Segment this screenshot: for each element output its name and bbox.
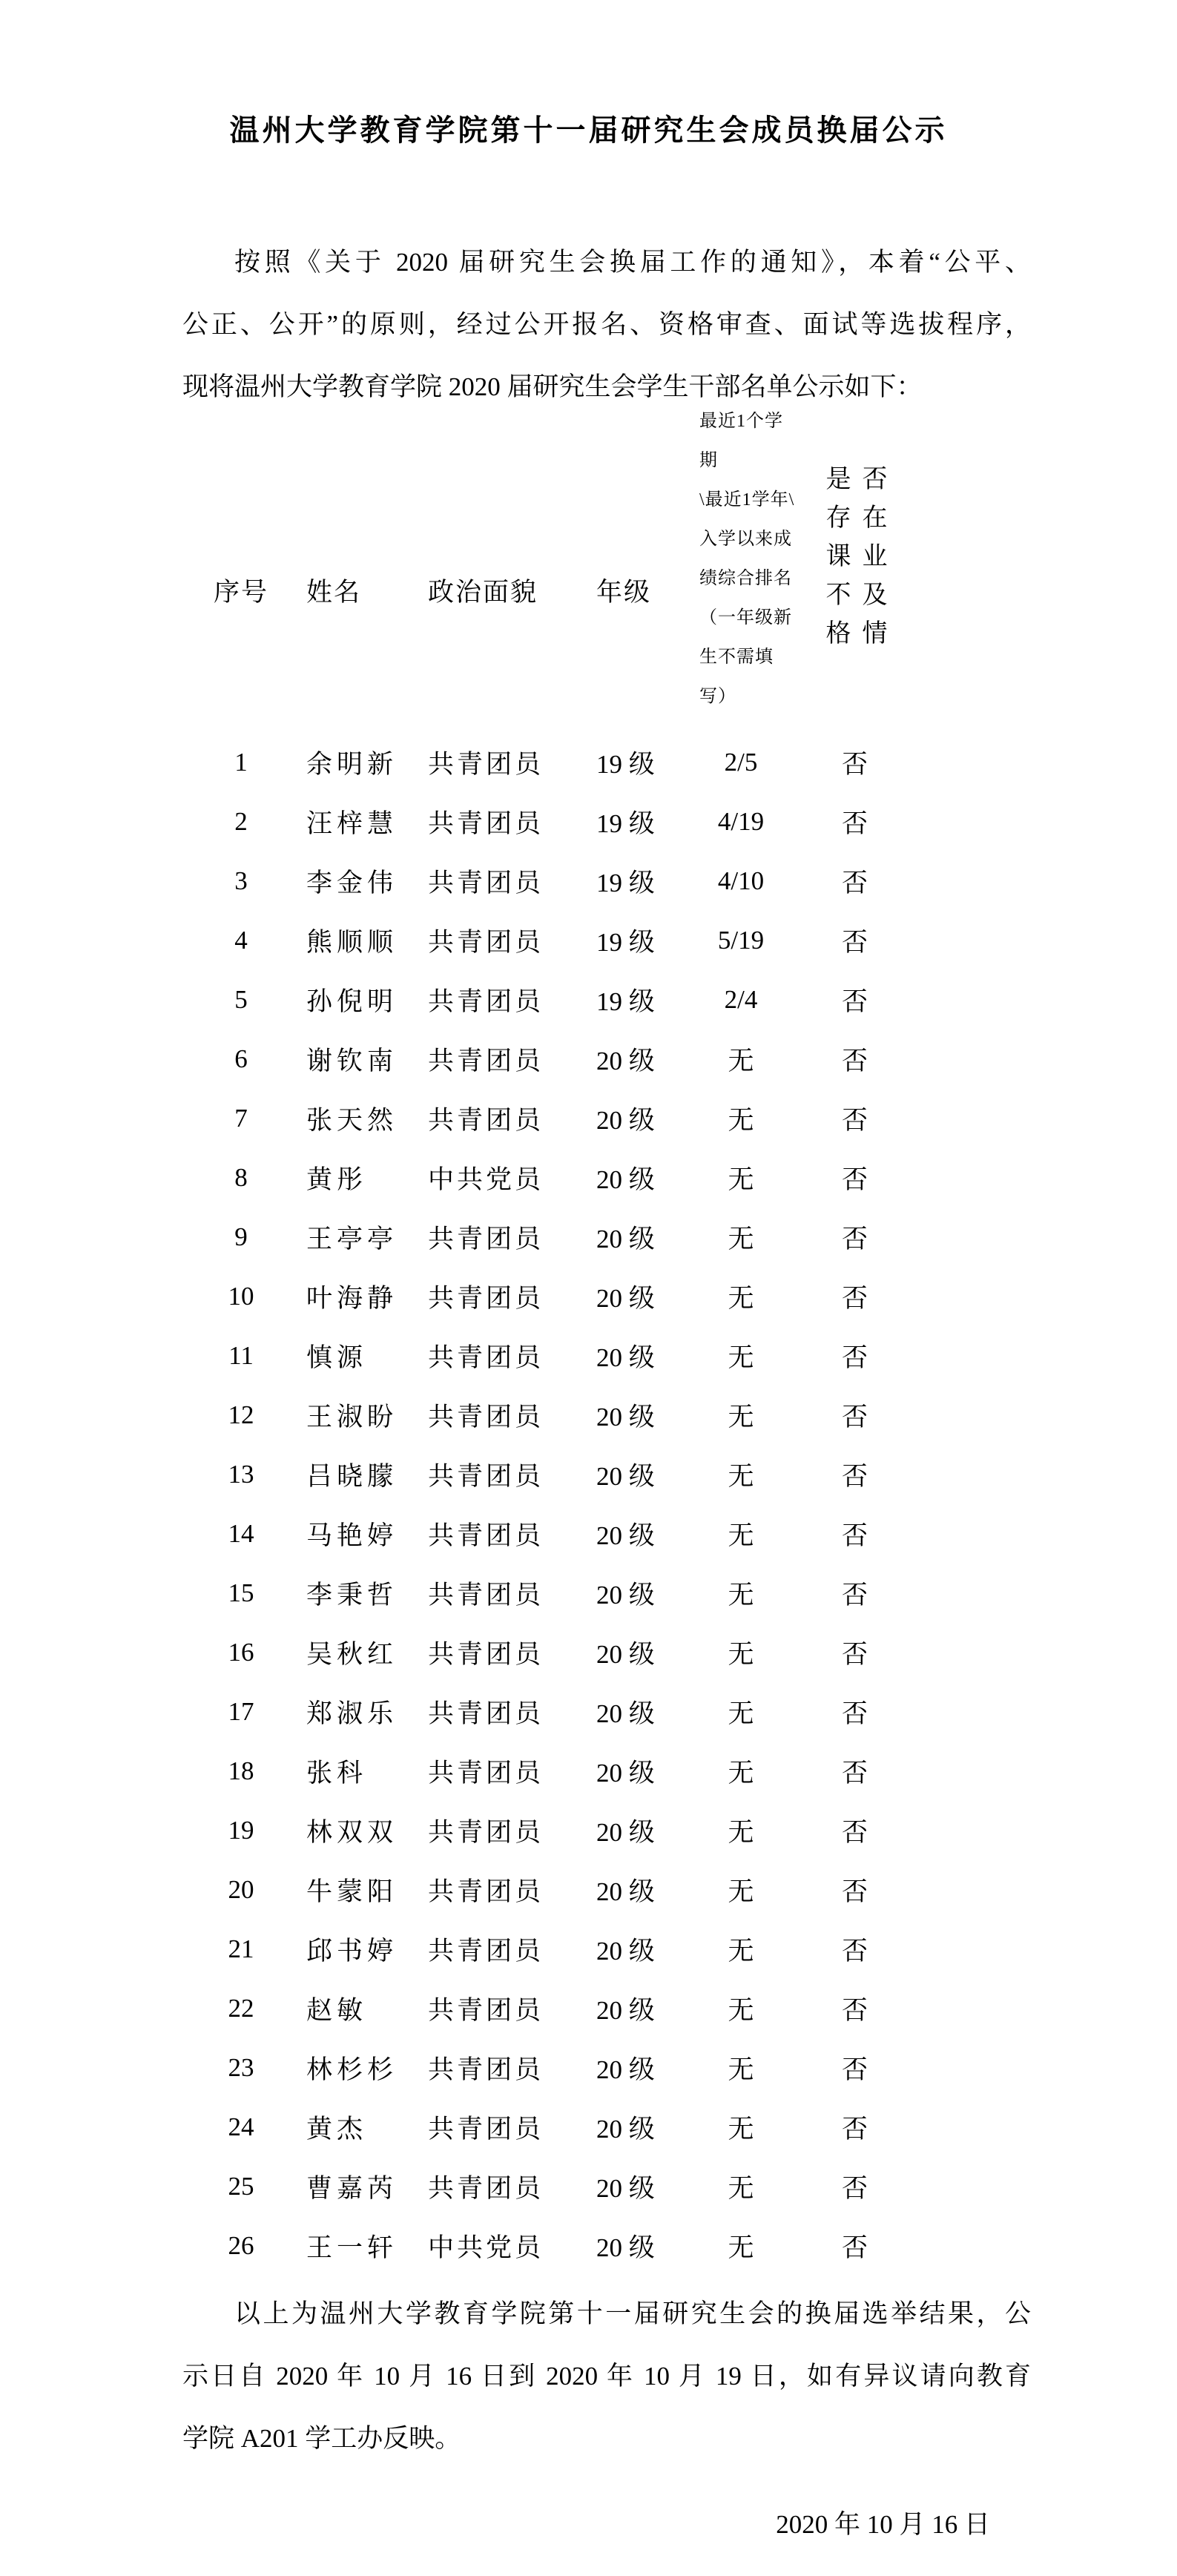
cell-index: 26 (228, 2231, 254, 2260)
cell-rank: 无 (728, 1284, 754, 1313)
roster-row (208, 1208, 916, 1267)
cell-political-status: 共青团员 (428, 1877, 544, 1906)
cell-index: 1 (234, 748, 248, 777)
cell-grade: 20 级 (596, 1699, 655, 1728)
cell-rank: 2/4 (724, 985, 758, 1014)
cell-index: 23 (228, 2053, 254, 2082)
roster-table-header (208, 412, 916, 733)
cell-index: 24 (228, 2112, 254, 2141)
cell-rank: 2/5 (724, 748, 758, 777)
roster-table (208, 412, 916, 2276)
cell-failing-status: 否 (841, 1403, 871, 1432)
cell-rank: 无 (728, 1106, 754, 1135)
roster-row (208, 1148, 916, 1208)
cell-index: 6 (234, 1044, 248, 1073)
roster-table-container (208, 412, 1177, 2276)
cell-rank: 无 (728, 1403, 754, 1432)
cell-grade: 20 级 (596, 1047, 655, 1075)
cell-name: 王淑盼 (306, 1403, 398, 1432)
cell-political-status: 共青团员 (428, 1047, 544, 1075)
cell-name: 郑淑乐 (306, 1699, 398, 1728)
cell-failing-status: 否 (841, 1284, 871, 1313)
cell-failing-status: 否 (841, 1937, 871, 1966)
cell-name: 邱书婷 (306, 1937, 398, 1966)
cell-rank: 无 (728, 2174, 754, 2203)
signature-date: 2020 年 10 月 16 日 (776, 2510, 990, 2539)
cell-name: 谢钦南 (306, 1047, 398, 1075)
cell-name: 牛蒙阳 (306, 1877, 398, 1906)
cell-political-status: 共青团员 (428, 1759, 544, 1788)
cell-political-status: 共青团员 (428, 1521, 544, 1550)
roster-row (208, 1682, 916, 1742)
cell-name: 张天然 (306, 1106, 398, 1135)
header-ranking-text: 最近1个学期 \最近1学年\ 入学以来成 绩综合排名 （一年级新 生不需填写） (699, 412, 795, 706)
cell-political-status: 共青团员 (428, 2115, 544, 2144)
cell-index: 11 (228, 1341, 254, 1370)
cell-political-status: 共青团员 (428, 1640, 544, 1669)
cell-failing-status: 否 (841, 1818, 871, 1847)
cell-grade: 20 级 (596, 1521, 655, 1550)
cell-political-status: 共青团员 (428, 928, 544, 957)
header-grade: 年级 (596, 578, 652, 607)
cell-rank: 无 (728, 1165, 754, 1194)
cell-rank: 4/10 (717, 866, 765, 895)
cell-index: 17 (228, 1697, 254, 1726)
cell-political-status: 共青团员 (428, 1225, 544, 1254)
cell-political-status: 共青团员 (428, 1462, 544, 1491)
cell-name: 熊顺顺 (306, 928, 398, 957)
cell-political-status: 共青团员 (428, 1937, 544, 1966)
intro-line: 按照《关于 2020 届研究生会换届工作的通知》，本着“公平、 (234, 248, 1031, 277)
cell-grade: 20 级 (596, 2174, 655, 2203)
cell-grade: 20 级 (596, 1759, 655, 1788)
roster-row (208, 2157, 916, 2216)
cell-political-status: 共青团员 (428, 2174, 544, 2203)
roster-row (208, 1267, 916, 1326)
closing-line: 学院 A201 学工办反映。 (182, 2424, 461, 2453)
cell-name: 李秉哲 (306, 1581, 398, 1610)
cell-name: 慎源 (306, 1343, 368, 1372)
roster-row (208, 1920, 916, 1979)
cell-index: 12 (228, 1400, 254, 1429)
cell-grade: 20 级 (596, 1343, 655, 1372)
cell-rank: 无 (728, 1699, 754, 1728)
cell-index: 9 (234, 1222, 248, 1251)
cell-index: 21 (228, 1934, 254, 1963)
cell-name: 吕晓朦 (306, 1462, 398, 1491)
cell-index: 8 (234, 1163, 248, 1192)
roster-row (208, 970, 916, 1030)
cell-name: 林杉杉 (306, 2055, 398, 2084)
cell-political-status: 共青团员 (428, 869, 544, 897)
cell-failing-status: 否 (841, 2055, 871, 2084)
cell-name: 林双双 (306, 1818, 398, 1847)
roster-row (208, 1979, 916, 2038)
cell-index: 10 (228, 1282, 254, 1311)
cell-rank: 无 (728, 1462, 754, 1491)
cell-rank: 无 (728, 2233, 754, 2262)
roster-row (208, 1564, 916, 1623)
cell-rank: 无 (728, 1818, 754, 1847)
roster-row (208, 851, 916, 911)
cell-grade: 20 级 (596, 2055, 655, 2084)
cell-name: 余明新 (306, 750, 398, 779)
roster-table-body (208, 733, 916, 2276)
cell-grade: 19 级 (596, 987, 655, 1016)
cell-grade: 19 级 (596, 750, 655, 779)
cell-political-status: 共青团员 (428, 809, 544, 838)
cell-failing-status: 否 (841, 2174, 871, 2203)
cell-failing-status: 否 (841, 1106, 871, 1135)
cell-name: 李金伟 (306, 869, 398, 897)
cell-failing-status: 否 (841, 1699, 871, 1728)
cell-rank: 无 (728, 1225, 754, 1254)
cell-political-status: 共青团员 (428, 1343, 544, 1372)
cell-name: 吴秋红 (306, 1640, 398, 1669)
header-row (208, 418, 916, 733)
cell-political-status: 共青团员 (428, 1284, 544, 1313)
cell-rank: 无 (728, 1996, 754, 2025)
cell-grade: 20 级 (596, 2233, 655, 2262)
cell-political-status: 共青团员 (428, 1581, 544, 1610)
cell-rank: 无 (728, 1877, 754, 1906)
cell-failing-status: 否 (841, 1165, 871, 1194)
cell-index: 7 (234, 1104, 248, 1133)
roster-row (208, 1326, 916, 1386)
cell-political-status: 共青团员 (428, 750, 544, 779)
cell-rank: 无 (728, 1581, 754, 1610)
cell-failing-status: 否 (841, 1581, 871, 1610)
cell-grade: 19 级 (596, 869, 655, 897)
cell-index: 4 (234, 926, 248, 955)
cell-name: 叶海静 (306, 1284, 398, 1313)
intro-line: 公正、公开”的原则，经过公开报名、资格审查、面试等选拔程序， (182, 310, 1031, 339)
cell-rank: 无 (728, 1047, 754, 1075)
cell-name: 曹嘉芮 (306, 2174, 398, 2203)
cell-failing-status: 否 (841, 1343, 871, 1372)
cell-index: 18 (228, 1756, 254, 1785)
cell-political-status: 共青团员 (428, 1403, 544, 1432)
cell-failing-status: 否 (841, 1640, 871, 1669)
cell-rank: 无 (728, 1640, 754, 1669)
cell-grade: 20 级 (596, 2115, 655, 2144)
cell-political-status: 共青团员 (428, 1106, 544, 1135)
cell-index: 25 (228, 2172, 254, 2201)
roster-row (208, 1386, 916, 1445)
cell-name: 马艳婷 (306, 1521, 398, 1550)
cell-failing-status: 否 (841, 1462, 871, 1491)
cell-political-status: 共青团员 (428, 1699, 544, 1728)
cell-grade: 20 级 (596, 1818, 655, 1847)
roster-row (208, 2098, 916, 2157)
cell-rank: 5/19 (717, 926, 765, 955)
roster-row (208, 1860, 916, 1920)
closing-line: 以上为温州大学教育学院第十一届研究生会的换届选举结果，公 (234, 2299, 1031, 2328)
cell-grade: 20 级 (596, 1996, 655, 2025)
cell-political-status: 共青团员 (428, 2055, 544, 2084)
cell-political-status: 中共党员 (428, 1165, 544, 1194)
cell-failing-status: 否 (841, 750, 871, 779)
cell-rank: 无 (728, 2055, 754, 2084)
intro-paragraph (182, 231, 1031, 418)
header-failing-text: 是否 存在 课业 不及 格情 (825, 466, 899, 648)
closing-line: 示日自 2020 年 10 月 16 日到 2020 年 10 月 19 日，如有异议请向教育 (182, 2362, 1031, 2391)
page-title: 温州大学教育学院第十一届研究生会成员换届公示 (229, 113, 948, 147)
cell-rank: 无 (728, 1937, 754, 1966)
cell-political-status: 共青团员 (428, 987, 544, 1016)
cell-rank: 4/19 (717, 807, 765, 836)
cell-grade: 20 级 (596, 1165, 655, 1194)
closing-paragraph (182, 2283, 1031, 2470)
cell-index: 5 (234, 985, 248, 1014)
cell-index: 3 (234, 866, 248, 895)
roster-row (208, 733, 916, 792)
cell-grade: 20 级 (596, 1462, 655, 1491)
cell-name: 黄彤 (306, 1165, 368, 1194)
intro-line: 现将温州大学教育学院 2020 届研究生会学生干部名单公示如下： (182, 372, 923, 401)
cell-failing-status: 否 (841, 2115, 871, 2144)
cell-political-status: 中共党员 (428, 2233, 544, 2262)
header-name: 姓名 (306, 578, 362, 607)
cell-failing-status: 否 (841, 1759, 871, 1788)
roster-row (208, 1504, 916, 1564)
cell-index: 2 (234, 807, 248, 836)
cell-index: 22 (228, 1994, 254, 2023)
cell-grade: 20 级 (596, 1284, 655, 1313)
cell-index: 20 (228, 1875, 254, 1904)
roster-row (208, 1801, 916, 1860)
cell-political-status: 共青团员 (428, 1818, 544, 1847)
roster-row (208, 1742, 916, 1801)
cell-political-status: 共青团员 (428, 1996, 544, 2025)
cell-name: 孙倪明 (306, 987, 398, 1016)
cell-index: 16 (228, 1638, 254, 1667)
cell-grade: 19 级 (596, 809, 655, 838)
cell-index: 14 (228, 1519, 254, 1548)
cell-failing-status: 否 (841, 1047, 871, 1075)
cell-name: 汪梓慧 (306, 809, 398, 838)
cell-grade: 20 级 (596, 1937, 655, 1966)
cell-rank: 无 (728, 2115, 754, 2144)
cell-rank: 无 (728, 1759, 754, 1788)
cell-grade: 20 级 (596, 1403, 655, 1432)
roster-row (208, 1623, 916, 1682)
cell-name: 张科 (306, 1759, 368, 1788)
cell-rank: 无 (728, 1343, 754, 1372)
cell-failing-status: 否 (841, 1877, 871, 1906)
cell-grade: 20 级 (596, 1225, 655, 1254)
header-index: 序号 (213, 578, 268, 607)
header-ranking (670, 412, 797, 733)
roster-row (208, 1089, 916, 1148)
header-failing-status (797, 418, 916, 733)
cell-grade: 20 级 (596, 1877, 655, 1906)
cell-grade: 20 级 (596, 1640, 655, 1669)
cell-failing-status: 否 (841, 1521, 871, 1550)
cell-failing-status: 否 (841, 928, 871, 957)
cell-name: 黄杰 (306, 2115, 368, 2144)
cell-index: 13 (228, 1460, 254, 1489)
cell-failing-status: 否 (841, 1225, 871, 1254)
cell-failing-status: 否 (841, 809, 871, 838)
cell-name: 王亭亭 (306, 1225, 398, 1254)
cell-grade: 19 级 (596, 928, 655, 957)
cell-failing-status: 否 (841, 987, 871, 1016)
header-political-status: 政治面貌 (428, 578, 538, 607)
roster-row (208, 911, 916, 970)
cell-failing-status: 否 (841, 869, 871, 897)
roster-row (208, 1445, 916, 1504)
roster-row (208, 2216, 916, 2276)
roster-row (208, 2038, 916, 2098)
cell-grade: 20 级 (596, 1106, 655, 1135)
cell-index: 15 (228, 1578, 254, 1607)
cell-index: 19 (228, 1816, 254, 1845)
cell-failing-status: 否 (841, 2233, 871, 2262)
cell-rank: 无 (728, 1521, 754, 1550)
roster-row (208, 792, 916, 851)
cell-name: 赵敏 (306, 1996, 368, 2025)
cell-failing-status: 否 (841, 1996, 871, 2025)
cell-grade: 20 级 (596, 1581, 655, 1610)
cell-name: 王一轩 (306, 2233, 398, 2262)
roster-row (208, 1030, 916, 1089)
